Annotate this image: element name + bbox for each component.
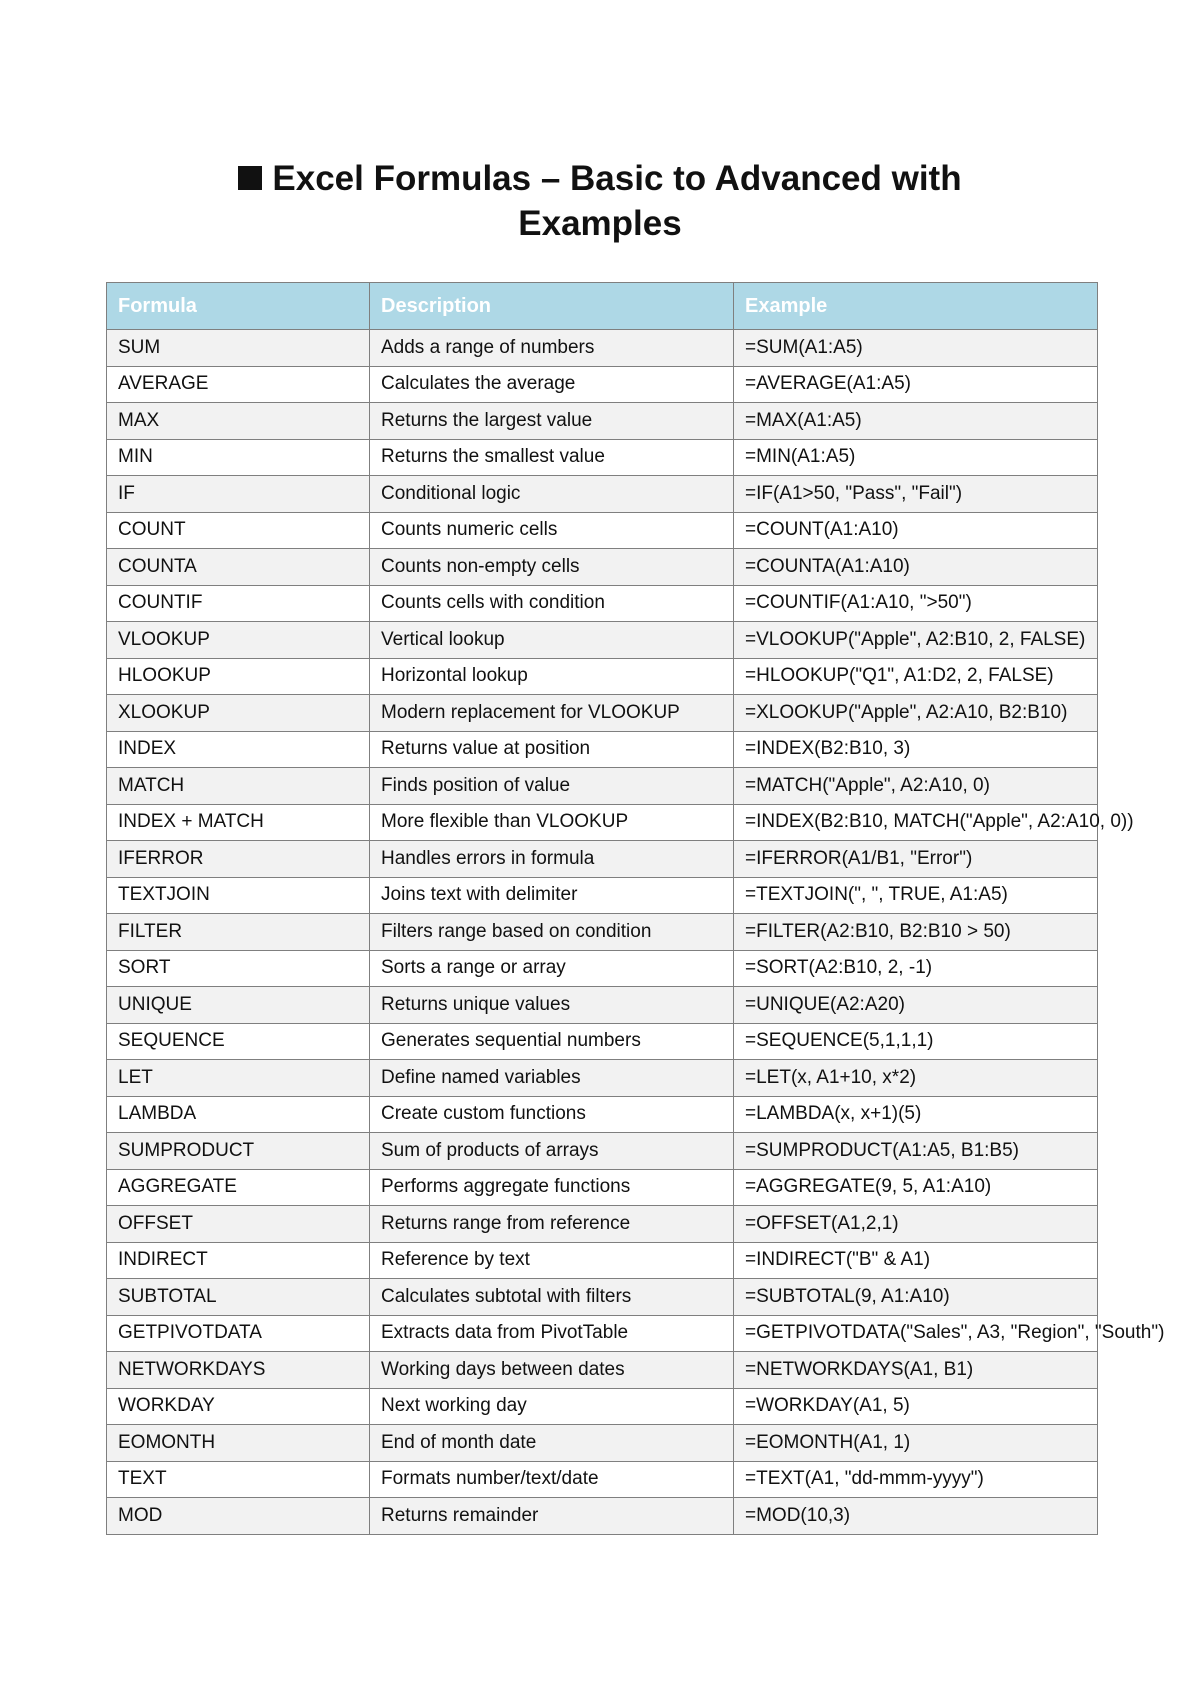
table-row <box>107 1388 1098 1425</box>
cell-formula: VLOOKUP <box>107 622 370 659</box>
cell-formula: SUM <box>107 330 370 367</box>
formulas-table <box>106 282 1165 1535</box>
cell-description: Generates sequential numbers <box>370 1023 734 1060</box>
cell-example: =COUNT(A1:A10) <box>734 512 1098 549</box>
cell-example: =EOMONTH(A1, 1) <box>734 1425 1098 1462</box>
cell-description: Returns the largest value <box>370 403 734 440</box>
table-row <box>107 403 1098 440</box>
cell-example: =AVERAGE(A1:A5) <box>734 366 1098 403</box>
cell-formula: INDEX <box>107 731 370 768</box>
cell-example: =UNIQUE(A2:A20) <box>734 987 1098 1024</box>
table-row <box>107 1060 1098 1097</box>
cell-formula: SUBTOTAL <box>107 1279 370 1316</box>
table-row <box>107 512 1098 549</box>
cell-description: Returns unique values <box>370 987 734 1024</box>
cell-example: =MIN(A1:A5) <box>734 439 1098 476</box>
cell-description: Sum of products of arrays <box>370 1133 734 1170</box>
cell-formula: LAMBDA <box>107 1096 370 1133</box>
cell-description: Returns the smallest value <box>370 439 734 476</box>
cell-example: =XLOOKUP("Apple", A2:A10, B2:B10) <box>734 695 1098 732</box>
cell-example: =MATCH("Apple", A2:A10, 0) <box>734 768 1098 805</box>
cell-example: =COUNTIF(A1:A10, ">50") <box>734 585 1098 622</box>
black-square-icon <box>238 166 262 190</box>
cell-description: Finds position of value <box>370 768 734 805</box>
cell-description: Create custom functions <box>370 1096 734 1133</box>
cell-description: Handles errors in formula <box>370 841 734 878</box>
cell-example: =VLOOKUP("Apple", A2:B10, 2, FALSE) <box>734 622 1098 659</box>
cell-formula: IFERROR <box>107 841 370 878</box>
cell-formula: MOD <box>107 1498 370 1535</box>
cell-description: Modern replacement for VLOOKUP <box>370 695 734 732</box>
cell-description: Reference by text <box>370 1242 734 1279</box>
table-row <box>107 695 1098 732</box>
cell-example: =SUMPRODUCT(A1:A5, B1:B5) <box>734 1133 1098 1170</box>
cell-description: Next working day <box>370 1388 734 1425</box>
cell-example: =TEXTJOIN(", ", TRUE, A1:A5) <box>734 877 1098 914</box>
cell-formula: AVERAGE <box>107 366 370 403</box>
cell-formula: SUMPRODUCT <box>107 1133 370 1170</box>
table-row <box>107 877 1098 914</box>
cell-formula: UNIQUE <box>107 987 370 1024</box>
cell-formula: NETWORKDAYS <box>107 1352 370 1389</box>
cell-description: Calculates subtotal with filters <box>370 1279 734 1316</box>
header-example: Example <box>734 283 1098 330</box>
cell-formula: COUNT <box>107 512 370 549</box>
cell-description: Vertical lookup <box>370 622 734 659</box>
table-row <box>107 987 1098 1024</box>
table-row <box>107 1169 1098 1206</box>
cell-description: Returns remainder <box>370 1498 734 1535</box>
cell-description: Working days between dates <box>370 1352 734 1389</box>
cell-example: =SUBTOTAL(9, A1:A10) <box>734 1279 1098 1316</box>
cell-formula: MAX <box>107 403 370 440</box>
cell-example: =INDIRECT("B" & A1) <box>734 1242 1098 1279</box>
table-row <box>107 1461 1098 1498</box>
table-row <box>107 731 1098 768</box>
page-title <box>200 156 1000 246</box>
cell-formula: IF <box>107 476 370 513</box>
cell-formula: AGGREGATE <box>107 1169 370 1206</box>
cell-formula: TEXT <box>107 1461 370 1498</box>
table-header-row <box>107 283 1098 330</box>
cell-example: =IF(A1>50, "Pass", "Fail") <box>734 476 1098 513</box>
cell-description: Counts numeric cells <box>370 512 734 549</box>
cell-formula: EOMONTH <box>107 1425 370 1462</box>
table-row <box>107 1023 1098 1060</box>
table-row <box>107 1206 1098 1243</box>
cell-description: Performs aggregate functions <box>370 1169 734 1206</box>
cell-description: Adds a range of numbers <box>370 330 734 367</box>
cell-example: =SORT(A2:B10, 2, -1) <box>734 950 1098 987</box>
cell-example: =SUM(A1:A5) <box>734 330 1098 367</box>
table-row <box>107 950 1098 987</box>
cell-example: =IFERROR(A1/B1, "Error") <box>734 841 1098 878</box>
table-row <box>107 585 1098 622</box>
cell-formula: MIN <box>107 439 370 476</box>
cell-description: Counts cells with condition <box>370 585 734 622</box>
cell-example: =NETWORKDAYS(A1, B1) <box>734 1352 1098 1389</box>
page-title-text: Excel Formulas – Basic to Advanced with Examples <box>272 159 962 243</box>
cell-example: =AGGREGATE(9, 5, A1:A10) <box>734 1169 1098 1206</box>
cell-formula: GETPIVOTDATA <box>107 1315 370 1352</box>
cell-description: More flexible than VLOOKUP <box>370 804 734 841</box>
table-row <box>107 1096 1098 1133</box>
cell-example: =COUNTA(A1:A10) <box>734 549 1098 586</box>
cell-example: =HLOOKUP("Q1", A1:D2, 2, FALSE) <box>734 658 1098 695</box>
cell-description: Sorts a range or array <box>370 950 734 987</box>
cell-description: Formats number/text/date <box>370 1461 734 1498</box>
cell-example: =OFFSET(A1,2,1) <box>734 1206 1098 1243</box>
header-formula: Formula <box>107 283 370 330</box>
cell-example: =LAMBDA(x, x+1)(5) <box>734 1096 1098 1133</box>
table-row <box>107 1133 1098 1170</box>
cell-formula: LET <box>107 1060 370 1097</box>
table-row <box>107 768 1098 805</box>
cell-formula: INDEX + MATCH <box>107 804 370 841</box>
table-row <box>107 841 1098 878</box>
cell-formula: TEXTJOIN <box>107 877 370 914</box>
table-row <box>107 1315 1098 1352</box>
cell-formula: INDIRECT <box>107 1242 370 1279</box>
cell-description: Extracts data from PivotTable <box>370 1315 734 1352</box>
cell-example: =WORKDAY(A1, 5) <box>734 1388 1098 1425</box>
cell-description: Joins text with delimiter <box>370 877 734 914</box>
cell-formula: SEQUENCE <box>107 1023 370 1060</box>
cell-example: =TEXT(A1, "dd-mmm-yyyy") <box>734 1461 1098 1498</box>
cell-formula: MATCH <box>107 768 370 805</box>
table-row <box>107 804 1098 841</box>
cell-formula: XLOOKUP <box>107 695 370 732</box>
cell-example: =FILTER(A2:B10, B2:B10 > 50) <box>734 914 1098 951</box>
cell-description: Define named variables <box>370 1060 734 1097</box>
table-row <box>107 1279 1098 1316</box>
table-row <box>107 1242 1098 1279</box>
cell-description: Horizontal lookup <box>370 658 734 695</box>
table-row <box>107 1425 1098 1462</box>
table-body <box>107 330 1165 1535</box>
table-row <box>107 476 1098 513</box>
cell-description: End of month date <box>370 1425 734 1462</box>
cell-description: Calculates the average <box>370 366 734 403</box>
cell-formula: FILTER <box>107 914 370 951</box>
cell-formula: WORKDAY <box>107 1388 370 1425</box>
table-row <box>107 1352 1098 1389</box>
table-row <box>107 330 1098 367</box>
table-row <box>107 366 1098 403</box>
cell-example: =GETPIVOTDATA("Sales", A3, "Region", "South") <box>734 1315 1098 1352</box>
table-row <box>107 914 1098 951</box>
table-row <box>107 439 1098 476</box>
table-row <box>107 658 1098 695</box>
cell-formula: COUNTA <box>107 549 370 586</box>
table-row <box>107 549 1098 586</box>
cell-description: Returns value at position <box>370 731 734 768</box>
cell-example: =LET(x, A1+10, x*2) <box>734 1060 1098 1097</box>
cell-description: Returns range from reference <box>370 1206 734 1243</box>
cell-formula: COUNTIF <box>107 585 370 622</box>
cell-formula: OFFSET <box>107 1206 370 1243</box>
header-description: Description <box>370 283 734 330</box>
cell-example: =INDEX(B2:B10, MATCH("Apple", A2:A10, 0)) <box>734 804 1098 841</box>
cell-description: Conditional logic <box>370 476 734 513</box>
cell-description: Counts non-empty cells <box>370 549 734 586</box>
cell-example: =INDEX(B2:B10, 3) <box>734 731 1098 768</box>
table-row <box>107 622 1098 659</box>
cell-example: =MAX(A1:A5) <box>734 403 1098 440</box>
cell-example: =SEQUENCE(5,1,1,1) <box>734 1023 1098 1060</box>
cell-example: =MOD(10,3) <box>734 1498 1098 1535</box>
cell-formula: SORT <box>107 950 370 987</box>
cell-description: Filters range based on condition <box>370 914 734 951</box>
cell-formula: HLOOKUP <box>107 658 370 695</box>
table-row <box>107 1498 1098 1535</box>
